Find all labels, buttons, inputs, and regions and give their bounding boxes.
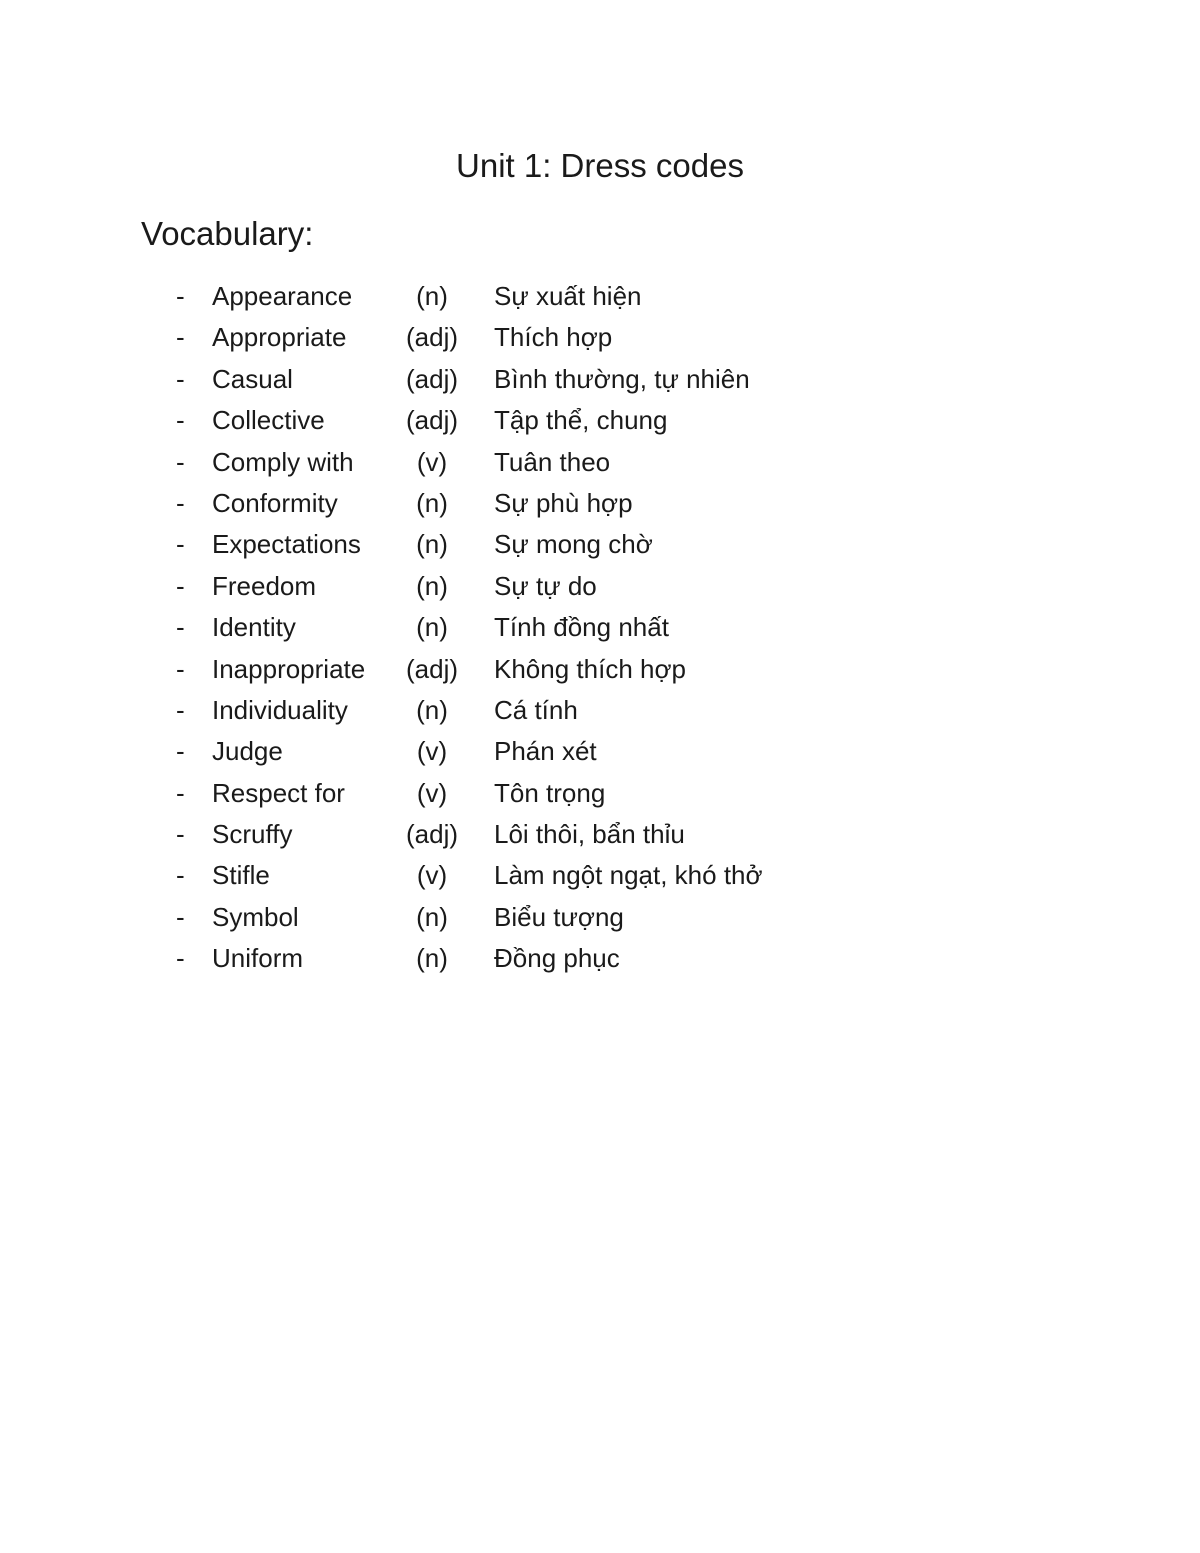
vocabulary-meaning: Bình thường, tự nhiên [494,363,750,394]
vocabulary-meaning: Tập thể, chung [494,405,668,436]
vocabulary-meaning: Làm ngột ngạt, khó thở [494,860,763,891]
vocabulary-term: Judge [212,736,283,767]
bullet-dash: - [176,363,185,394]
part-of-speech: (n) [416,281,448,311]
vocabulary-meaning: Tính đồng nhất [494,612,669,643]
vocabulary-meaning: Đồng phục [494,943,620,974]
bullet-dash: - [176,819,185,850]
vocabulary-entry [0,607,1200,648]
vocabulary-term: Inappropriate [212,653,366,684]
bullet-dash: - [176,322,185,353]
bullet-dash: - [176,405,185,436]
vocabulary-meaning: Biểu tượng [494,901,624,932]
section-heading: Vocabulary: [141,215,314,252]
bullet-dash: - [176,529,185,560]
bullet-dash: - [176,612,185,643]
bullet-dash: - [176,653,185,684]
vocabulary-term: Appropriate [212,322,347,353]
vocabulary-meaning: Không thích hợp [494,653,686,684]
vocabulary-entry [0,566,1200,607]
vocabulary-term: Conformity [212,487,338,518]
bullet-dash: - [176,777,185,808]
vocabulary-meaning: Phán xét [494,736,597,767]
vocabulary-term: Identity [212,612,296,643]
vocabulary-entry [0,524,1200,565]
part-of-speech: (adj) [405,322,458,353]
part-of-speech: (n) [416,487,448,518]
part-of-speech: (n) [416,901,448,932]
vocabulary-meaning: Cá tính [494,694,578,725]
bullet-dash: - [176,943,185,974]
part-of-speech: (adj) [405,405,458,436]
part-of-speech: (n) [416,694,448,725]
vocabulary-entry [0,483,1200,524]
part-of-speech: (n) [416,943,448,974]
vocabulary-term: Comply with [212,446,354,477]
vocabulary-entry [0,855,1200,896]
vocabulary-term: Collective [212,405,325,436]
vocabulary-entry [0,773,1200,814]
vocabulary-term: Expectations [212,529,361,560]
part-of-speech: (adj) [405,653,458,684]
part-of-speech: (v) [416,860,448,891]
vocabulary-entry [0,814,1200,855]
bullet-dash: - [176,694,185,725]
vocabulary-meaning: Lôi thôi, bẩn thỉu [494,819,685,850]
vocabulary-entry [0,938,1200,979]
vocabulary-term: Scruffy [212,819,293,850]
bullet-dash: - [176,281,185,311]
part-of-speech: (adj) [405,819,458,850]
vocabulary-term: Uniform [212,943,304,974]
page-title: Unit 1: Dress codes [456,147,744,184]
bullet-dash: - [176,860,185,891]
vocabulary-term: Stifle [212,860,270,891]
vocabulary-entry [0,690,1200,731]
vocabulary-list [0,276,1200,980]
vocabulary-entry [0,731,1200,772]
part-of-speech: (v) [416,777,448,808]
bullet-dash: - [176,487,185,518]
vocabulary-term: Casual [212,363,293,394]
vocabulary-term: Individuality [212,694,348,725]
part-of-speech: (n) [416,570,448,601]
vocabulary-entry [0,649,1200,690]
bullet-dash: - [176,901,185,932]
vocabulary-entry [0,317,1200,358]
vocabulary-meaning: Tôn trọng [494,777,606,808]
vocabulary-entry [0,897,1200,938]
vocabulary-entry [0,359,1200,400]
vocabulary-meaning: Sự tự do [494,570,597,601]
vocabulary-entry [0,400,1200,441]
vocabulary-meaning: Sự xuất hiện [494,281,642,311]
vocabulary-meaning: Sự mong chờ [494,529,653,560]
bullet-dash: - [176,736,185,767]
part-of-speech: (adj) [405,363,458,394]
vocabulary-entry [0,442,1200,483]
part-of-speech: (v) [416,446,448,477]
vocabulary-term: Symbol [212,901,299,932]
part-of-speech: (n) [416,529,448,560]
vocabulary-meaning: Sự phù hợp [494,487,633,518]
vocabulary-term: Freedom [212,570,317,601]
bullet-dash: - [176,570,185,601]
part-of-speech: (n) [416,612,448,643]
vocabulary-term: Appearance [212,281,353,311]
part-of-speech: (v) [416,736,448,767]
vocabulary-meaning: Thích hợp [494,322,613,353]
vocabulary-term: Respect for [212,777,345,808]
vocabulary-entry [0,276,1200,317]
bullet-dash: - [176,446,185,477]
vocabulary-meaning: Tuân theo [494,446,611,477]
